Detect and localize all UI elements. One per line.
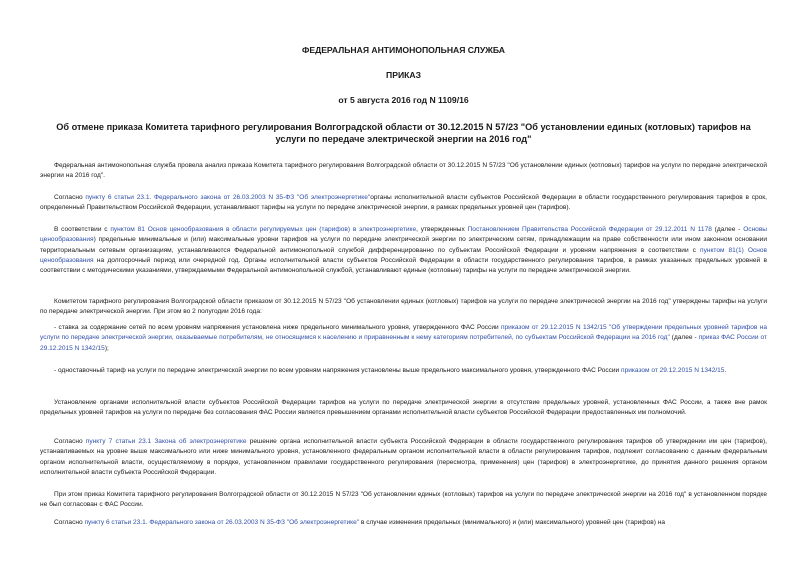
government-decree-link[interactable]: Постановлением Правительства Российской Федерации от 29.12.2011 N 1178 <box>467 226 712 233</box>
paragraph-text: (далее - <box>711 226 744 233</box>
paragraph-text: Комитетом тарифного регулирования Волгоградской области приказом от 30.12.2015 N 57/23 "Об установлении единых (котловых) тарифов на услуги по передаче электрической энергии на 2016 год" утверждены тарифы на услуги по передаче электрической энергии. При этом во 2 полугодии 2016 года: <box>40 298 767 316</box>
fas-order-link[interactable]: приказом от 29.12.2015 N 1342/15 <box>621 367 725 374</box>
paragraph-6 <box>40 366 767 376</box>
paragraph-3 <box>40 225 767 276</box>
paragraph-10 <box>40 518 767 528</box>
paragraph-1 <box>40 161 767 182</box>
paragraph-8 <box>40 437 767 478</box>
clause-81-1-link[interactable]: пунктом 81(1) Основ ценообразования <box>40 246 767 264</box>
paragraph-text: Установление органами исполнительной власти субъектов Российской Федерации тарифов на услуги по передаче электрической энергии в отсутствие предельных уровней, установленных ФАС России, а также вне рамок предельных уровней тарифов на услуги по передаче без согласования ФАС России является превышением органами исполнительной власти субъектов Российской Федерации предоставленных им полномочий. <box>40 399 767 417</box>
paragraph-text: Согласно <box>54 194 86 201</box>
paragraph-text: (далее - <box>669 334 699 342</box>
paragraph-4 <box>40 297 767 318</box>
paragraph-text: , утвержденных <box>416 226 468 233</box>
paragraph-text: на долгосрочный период или очередной год. Органы исполнительной власти субъектов Российской Федерации в области государственного регулирования тарифов, в рамках указанных предельных уровней в соответствии с методическими указаниями, утверждаемыми Федеральной антимонопольной службой, устанавливают единые (котловые) тарифы на услуги по передаче электрической энергии. <box>40 256 767 275</box>
pricing-basics-short-link[interactable]: Основы ценообразования <box>40 226 768 244</box>
law-link[interactable]: пункту 6 статьи 23.1. Федерального закона от 26.03.2003 N 35-ФЗ "Об электроэнергетике" <box>84 519 360 526</box>
paragraph-text: Федеральная антимонопольная служба провела анализ приказа Комитета тарифного регулирования Волгоградской области от 30.12.2015 N 57/23 "Об установлении единых (котловых) тарифов на услуги по передаче электрической энергии на 2016 год". <box>40 162 767 180</box>
paragraph-text: решение органа исполнительной власти субъекта Российской Федерации в области государственного регулирования тарифов об утверждении им цен (тарифов), устанавливаемых на уровне выше максимального или ниже минимального уровня, установленного федеральным органом исполнительной власти в области регулирования тарифов, подлежит согласованию с данным федеральным органом исполнительной власти, осуществляемому в порядке, установленном правилами государственного регулирования (пересмотра, применения) цен (тарифов) в электроэнергетике, до принятия данного решения органом исполнительной власти субъекта Российской Федерации. <box>40 438 767 476</box>
document-title: Об отмене приказа Комитета тарифного регулирования Волгоградской области от 30.12.2015 N 57/23 "Об установлении единых (котловых) тарифов на услуги по передаче электрической энергии на 2016 год" <box>56 122 751 144</box>
document-date-number: от 5 августа 2016 год N 1109/16 <box>338 95 469 105</box>
paragraph-9 <box>40 490 767 511</box>
law-link[interactable]: пункту 6 статьи 23.1. Федерального закона от 26.03.2003 N 35-ФЗ "Об электроэнергетике" <box>85 194 371 201</box>
fas-order-short-link[interactable]: приказ ФАС России от 29.12.2015 N 1342/15 <box>40 334 767 352</box>
electricity-law-link[interactable]: пункту 7 статьи 23.1 Закона об электроэнергетике <box>85 438 247 445</box>
pricing-basics-link[interactable]: пунктом 81 Основ ценообразования в области регулируемых цен (тарифов) в электроэнергетике <box>110 226 417 233</box>
paragraph-text: ); <box>104 344 109 352</box>
fas-order-link[interactable]: приказом от 29.12.2015 N 1342/15 "Об утверждении предельных уровней тарифов на услуги по передаче электрической энергии, оказываемые потребителям, не относящимся к населению и приравненным к нему категориям потребителей, по субъектам Российской Федерации на 2016 год" <box>40 324 767 342</box>
paragraph-text: . <box>724 367 727 374</box>
paragraph-text: Согласно <box>54 519 85 526</box>
paragraph-7 <box>40 398 767 419</box>
paragraph-2 <box>40 193 767 214</box>
paragraph-text: В соответствии с <box>54 226 111 233</box>
paragraph-5 <box>40 323 767 354</box>
paragraph-text: в случае изменения предельных (минимального) и (или) максимального) уровней цен (тарифов) на <box>359 519 666 526</box>
document-type-heading: ПРИКАЗ <box>386 70 421 80</box>
paragraph-text: - ставка за содержание сетей по всем уровням напряжения установлена ниже предельного минимального уровня, утвержденного ФАС России <box>54 324 501 331</box>
paragraph-text: органы исполнительной власти субъектов Российской Федерации в области государственного регулирования тарифов в срок, определенный Правительством Российской Федерации, устанавливают тарифы на услуги по передаче электрической энергии, в рамках предельных уровней цен (тарифов). <box>40 194 767 212</box>
paragraph-text: Согласно <box>54 438 86 445</box>
paragraph-text: При этом приказ Комитета тарифного регулирования Волгоградской области от 30.12.2015 N 57/23 "Об установлении единых (котловых) тарифов на услуги по передаче электрической энергии на 2016 год" в установленном порядке не был согласован с ФАС России. <box>40 491 767 509</box>
paragraph-text: ) предельные минимальные и (или) максимальные уровни тарифов на услуги по передаче электрической энергии по электрическим сетям, принадлежащим на праве собственности или ином законном основании территориальным сетевым организациям, устанавливаются Федеральной антимонопольной службой дифференцированно по субъектам Российской Федерации и уровням напряжения в соответствии с <box>40 236 767 254</box>
organization-heading: ФЕДЕРАЛЬНАЯ АНТИМОНОПОЛЬНАЯ СЛУЖБА <box>302 45 505 55</box>
paragraph-text: - одноставочный тариф на услуги по передаче электрической энергии по всем уровням напряжения установлены выше предельного максимального уровня, утвержденного ФАС России <box>54 367 622 374</box>
